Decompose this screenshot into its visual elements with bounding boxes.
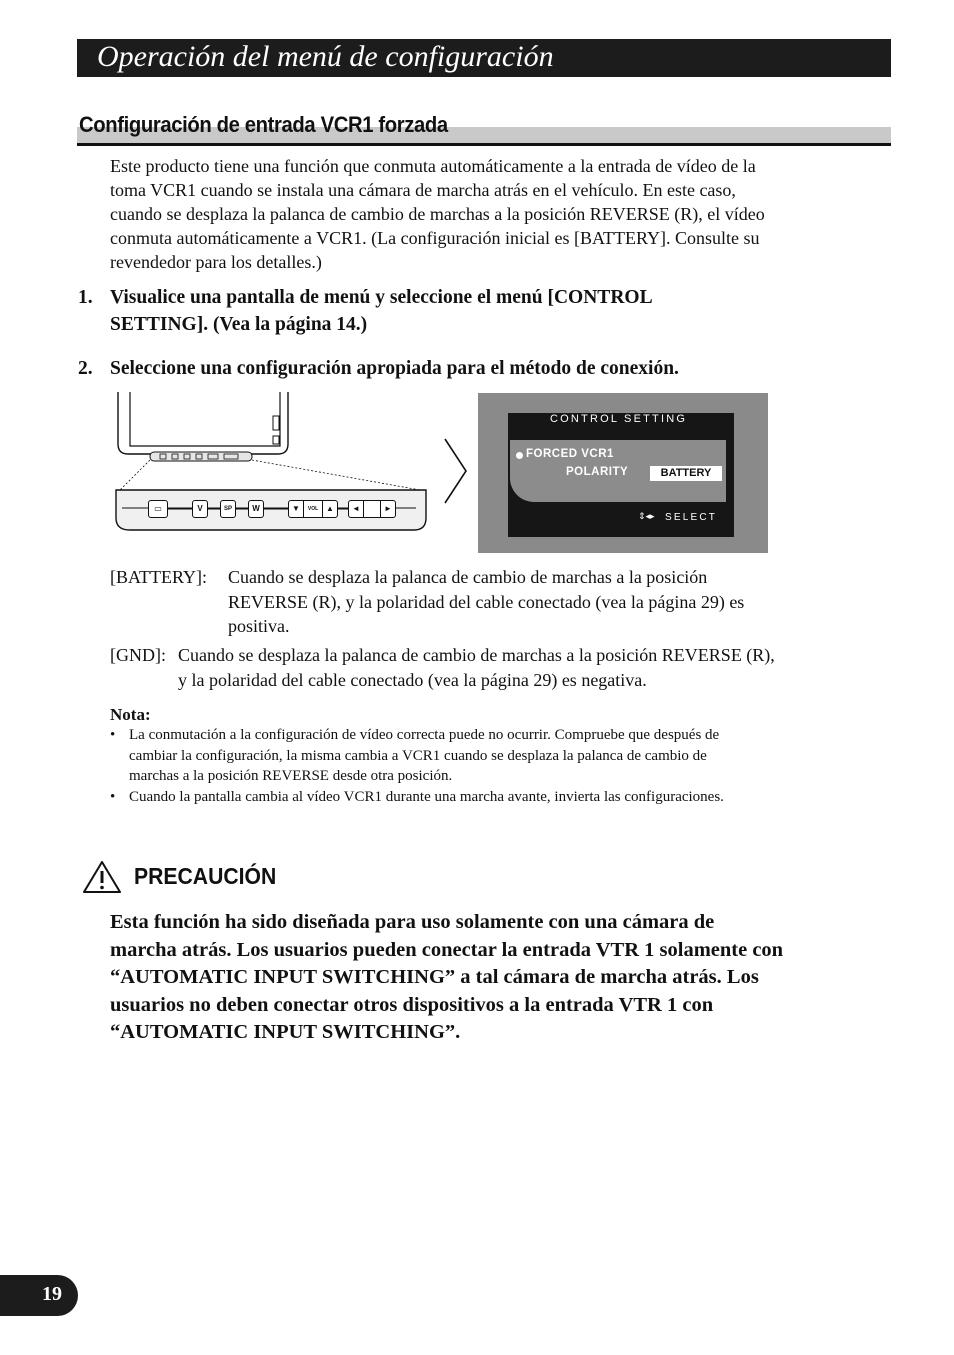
select-arrows-icon: ⇕◂▸ [638, 512, 655, 522]
intro-line: Este producto tiene una función que conmuta automáticamente a la entrada de vídeo de la [110, 156, 756, 176]
intro-line: toma VCR1 cuando se instala una cámara de marcha atrás en el vehículo. En este caso, [110, 180, 736, 200]
definition-line: REVERSE (R), y la polaridad del cable conectado (vea la página 29) es [228, 591, 745, 612]
section-heading-rule [77, 143, 891, 146]
w-button[interactable]: W [248, 500, 264, 518]
screen-display [478, 393, 768, 553]
definition-line: Cuando se desplaza la palanca de cambio de marchas a la posición REVERSE (R), [178, 645, 775, 665]
intro-line: conmuta automáticamente a VCR1. (La configuración inicial es [BATTERY]. Consulte su [110, 228, 760, 248]
caution-line: “AUTOMATIC INPUT SWITCHING” a tal cámara de marcha atrás. Los [110, 966, 759, 988]
page-title: Operación del menú de configuración [97, 40, 554, 73]
caution-line: “AUTOMATIC INPUT SWITCHING”. [110, 1021, 461, 1043]
step-number: 1. [78, 287, 93, 308]
vol-up-icon[interactable]: ▲ [322, 500, 338, 518]
screen-footer: SELECT [665, 512, 718, 523]
device-button-connectors [148, 500, 396, 518]
bullet-dot: • [110, 789, 116, 805]
note-title: Nota: [110, 705, 151, 724]
note-bullet [110, 725, 880, 789]
definition-gnd [110, 643, 880, 693]
step-line: Seleccione una configuración apropiada para el método de conexión. [110, 358, 679, 379]
setting-value[interactable]: BATTERY [650, 466, 722, 481]
intro-line: revendedor para los detalles.) [110, 252, 322, 272]
step-2 [78, 355, 878, 383]
setting-subname[interactable]: POLARITY [566, 466, 629, 478]
note-bullet [110, 787, 880, 809]
definition-line: Cuando se desplaza la palanca de cambio de marchas a la posición [228, 567, 708, 587]
note-line: Cuando la pantalla cambia al vídeo VCR1 durante una marcha avante, invierta las configuraciones. [129, 789, 724, 805]
vol-down-icon[interactable]: ▼ [288, 500, 304, 518]
definition-term: [GND]: [110, 645, 166, 665]
caution-line: usuarios no deben conectar otros dispositivos a la entrada VTR 1 con [110, 993, 714, 1016]
sp-button[interactable]: SP [220, 500, 236, 518]
note-line: La conmutación a la configuración de vídeo correcta puede no ocurrir. Compruebe que después de [129, 727, 720, 743]
section-title: Configuración de entrada VCR1 forzada [79, 112, 448, 137]
definition-term: [BATTERY]: [110, 567, 207, 587]
note-line: cambiar la configuración, la misma cambia a VCR1 cuando se desplaza la palanca de cambio de [129, 747, 707, 764]
intro-paragraph [110, 154, 870, 274]
selection-dot-icon [516, 452, 523, 459]
title-bar [77, 39, 891, 77]
caution-title: PRECAUCIÓN [134, 863, 277, 889]
definition-battery [110, 565, 870, 640]
step-line: Visualice una pantalla de menú y seleccione el menú [CONTROL [110, 287, 653, 308]
intro-line: cuando se desplaza la palanca de cambio de marchas a la posición REVERSE (R), el vídeo [110, 204, 765, 224]
definition-line: y la polaridad del cable conectado (vea la página 29) es negativa. [178, 669, 647, 690]
section-heading [77, 110, 891, 147]
note-line: marchas a la posición REVERSE desde otra posición. [129, 768, 453, 784]
warning-triangle-icon [82, 860, 122, 894]
setting-name: FORCED VCR1 [526, 448, 614, 460]
step-1 [78, 284, 878, 340]
page-number: 19 [42, 1283, 62, 1305]
definition-line: positiva. [228, 616, 290, 636]
caution-body [110, 909, 880, 1047]
page-number-tab [0, 1275, 78, 1316]
step-line: SETTING]. (Vea la página 14.) [110, 314, 368, 335]
caution-line: Esta función ha sido diseñada para uso solamente con una cámara de [110, 911, 715, 933]
bullet-dot: • [110, 727, 116, 743]
screen-inner [508, 413, 734, 537]
setting-panel [510, 440, 726, 502]
right-arrow-icon[interactable]: ► [380, 500, 396, 518]
chevron-right-icon [442, 437, 470, 505]
v-button[interactable]: V [192, 500, 208, 518]
monitor-icon[interactable]: ▭ [148, 500, 168, 518]
left-arrow-icon[interactable]: ◄ [348, 500, 364, 518]
caution-line: marcha atrás. Los usuarios pueden conectar la entrada VTR 1 solamente con [110, 938, 784, 961]
screen-header: CONTROL SETTING [550, 413, 688, 425]
step-number: 2. [78, 358, 93, 379]
vol-label: VOL [303, 500, 323, 518]
